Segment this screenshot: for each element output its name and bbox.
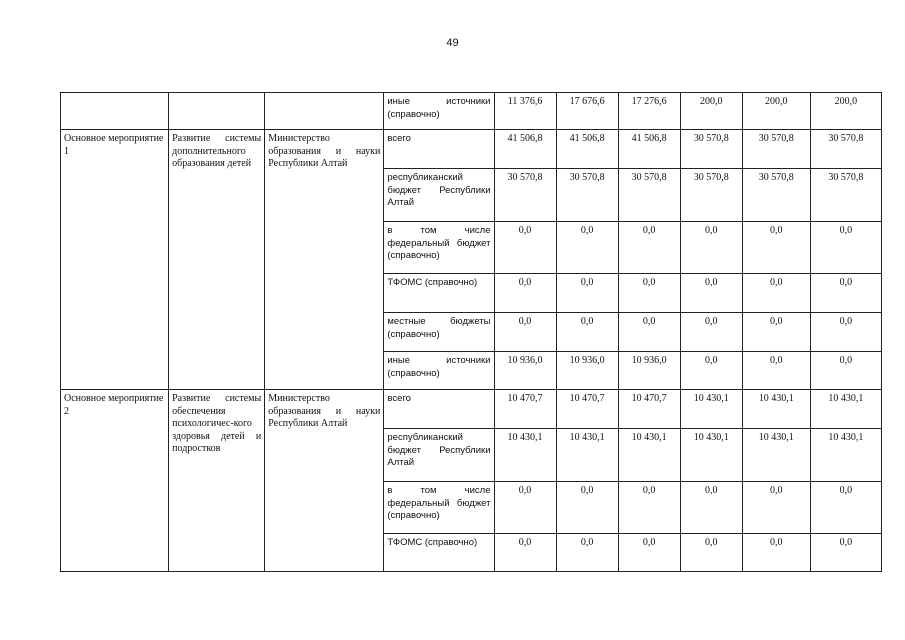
value-cell: 0,0 [556,482,618,534]
activity-executor: Министерство образования и науки Республики Алтай [265,390,384,572]
value-cell: 0,0 [680,482,742,534]
value-cell: 0,0 [680,352,742,390]
value-cell: 10 470,7 [556,390,618,429]
activity-description: Развитие системы дополнительного образования детей [169,130,265,390]
value-cell: 0,0 [618,482,680,534]
value-cell: 30 570,8 [742,130,810,169]
value-cell: 30 570,8 [618,169,680,222]
value-cell: 0,0 [680,534,742,572]
funding-source: иные источники (справочно) [384,93,494,130]
value-cell: 0,0 [810,313,881,352]
value-cell: 0,0 [618,313,680,352]
value-cell: 30 570,8 [556,169,618,222]
value-cell: 10 936,0 [556,352,618,390]
value-cell: 0,0 [618,274,680,313]
value-cell: 0,0 [494,222,556,274]
value-cell: 0,0 [742,352,810,390]
value-cell: 0,0 [494,274,556,313]
value-cell: 0,0 [618,222,680,274]
value-cell: 0,0 [556,534,618,572]
value-cell: 10 430,1 [810,429,881,482]
value-cell: 0,0 [680,222,742,274]
activity-name: Основное мероприятие 1 [61,130,169,390]
value-cell: 200,0 [742,93,810,130]
value-cell: 0,0 [810,482,881,534]
value-cell: 17 676,6 [556,93,618,130]
value-cell: 30 570,8 [810,130,881,169]
value-cell: 41 506,8 [556,130,618,169]
value-cell: 0,0 [810,534,881,572]
funding-source: иные источники (справочно) [384,352,494,390]
page-number: 49 [446,37,459,49]
value-cell: 41 506,8 [494,130,556,169]
value-cell: 0,0 [494,534,556,572]
value-cell: 10 430,1 [556,429,618,482]
value-cell: 0,0 [742,313,810,352]
funding-source: всего [384,390,494,429]
value-cell: 0,0 [680,274,742,313]
funding-source: в том числе федеральный бюджет (справочно) [384,482,494,534]
funding-source: республиканский бюджет Республики Алтай [384,429,494,482]
value-cell: 30 570,8 [810,169,881,222]
value-cell: 30 570,8 [680,130,742,169]
value-cell: 30 570,8 [680,169,742,222]
value-cell: 0,0 [810,274,881,313]
value-cell: 0,0 [742,482,810,534]
value-cell: 0,0 [494,482,556,534]
value-cell: 0,0 [556,274,618,313]
funding-source: местные бюджеты (справочно) [384,313,494,352]
value-cell: 10 430,1 [680,390,742,429]
value-cell: 0,0 [742,222,810,274]
value-cell: 10 936,0 [618,352,680,390]
value-cell: 30 570,8 [494,169,556,222]
table-row [61,390,882,429]
value-cell: 10 430,1 [680,429,742,482]
empty-cell [265,93,384,130]
value-cell: 0,0 [810,352,881,390]
value-cell: 10 470,7 [618,390,680,429]
value-cell: 0,0 [494,313,556,352]
value-cell: 30 570,8 [742,169,810,222]
value-cell: 41 506,8 [618,130,680,169]
funding-source: республиканский бюджет Республики Алтай [384,169,494,222]
value-cell: 11 376,6 [494,93,556,130]
value-cell: 0,0 [680,313,742,352]
value-cell: 0,0 [742,534,810,572]
table-row [61,93,882,130]
funding-source: ТФОМС (справочно) [384,534,494,572]
value-cell: 10 430,1 [742,429,810,482]
value-cell: 10 430,1 [618,429,680,482]
empty-cell [61,93,169,130]
value-cell: 10 936,0 [494,352,556,390]
activity-executor: Министерство образования и науки Республики Алтай [265,130,384,390]
value-cell: 10 430,1 [742,390,810,429]
value-cell: 17 276,6 [618,93,680,130]
value-cell: 0,0 [618,534,680,572]
budget-table [60,92,882,572]
value-cell: 10 470,7 [494,390,556,429]
value-cell: 200,0 [680,93,742,130]
value-cell: 200,0 [810,93,881,130]
activity-name: Основное мероприятие 2 [61,390,169,572]
value-cell: 0,0 [810,222,881,274]
value-cell: 0,0 [742,274,810,313]
value-cell: 0,0 [556,222,618,274]
table-row [61,130,882,169]
value-cell: 0,0 [556,313,618,352]
funding-source: в том числе федеральный бюджет (справочно) [384,222,494,274]
funding-source: всего [384,130,494,169]
value-cell: 10 430,1 [494,429,556,482]
funding-source: ТФОМС (справочно) [384,274,494,313]
value-cell: 10 430,1 [810,390,881,429]
activity-description: Развитие системы обеспечения психологичес-кого здоровья детей и подростков [169,390,265,572]
empty-cell [169,93,265,130]
